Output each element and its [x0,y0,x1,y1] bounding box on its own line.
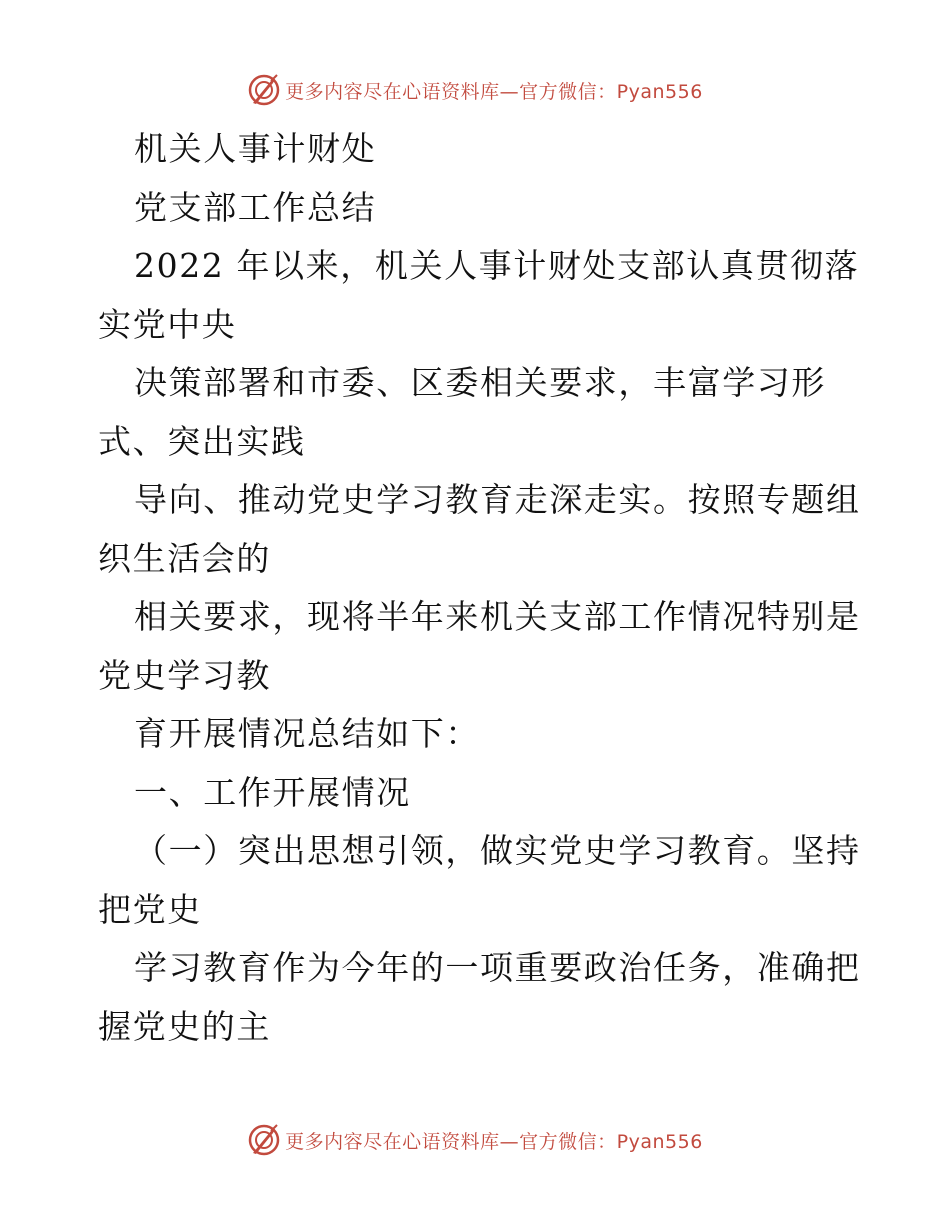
paragraph-line: 实党中央 [98,304,237,344]
paragraph-line: 学习教育作为今年的一项重要政治任务，准确把 [134,948,861,987]
watermark-header [0,70,950,110]
watermark-footer [0,1120,950,1160]
paragraph-line: 织生活会的 [98,538,271,578]
paragraph-line: 党支部工作总结 [134,187,377,227]
paragraph-line: 一、工作开展情况 [134,772,411,812]
paragraph-line: 导向、推动党史学习教育走深走实。按照专题组 [134,480,861,519]
paragraph-line: 把党史 [98,889,202,929]
quill-pen-seal-icon [247,73,281,107]
paragraph-line: 2022 年以来，机关人事计财处支部认真贯彻落 [134,246,860,285]
paragraph-line: 机关人事计财处 [134,129,377,168]
paragraph-line: 握党史的主 [98,1006,271,1046]
watermark-text: 更多内容尽在心语资料库—官方微信：Pyan556 [285,80,703,103]
paragraph-line: 相关要求，现将半年来机关支部工作情况特别是 [134,597,861,636]
quill-pen-seal-icon [247,1123,281,1157]
paragraph-line: （一）突出思想引领，做实党史学习教育。坚持 [134,831,861,870]
watermark-text: 更多内容尽在心语资料库—官方微信：Pyan556 [285,1130,703,1153]
document-body [98,120,868,1056]
paragraph-line: 党史学习教 [98,655,271,695]
paragraph-line: 育开展情况总结如下： [134,714,480,753]
paragraph-line: 式、突出实践 [98,421,306,461]
paragraph-line: 决策部署和市委、区委相关要求，丰富学习形 [134,363,826,402]
